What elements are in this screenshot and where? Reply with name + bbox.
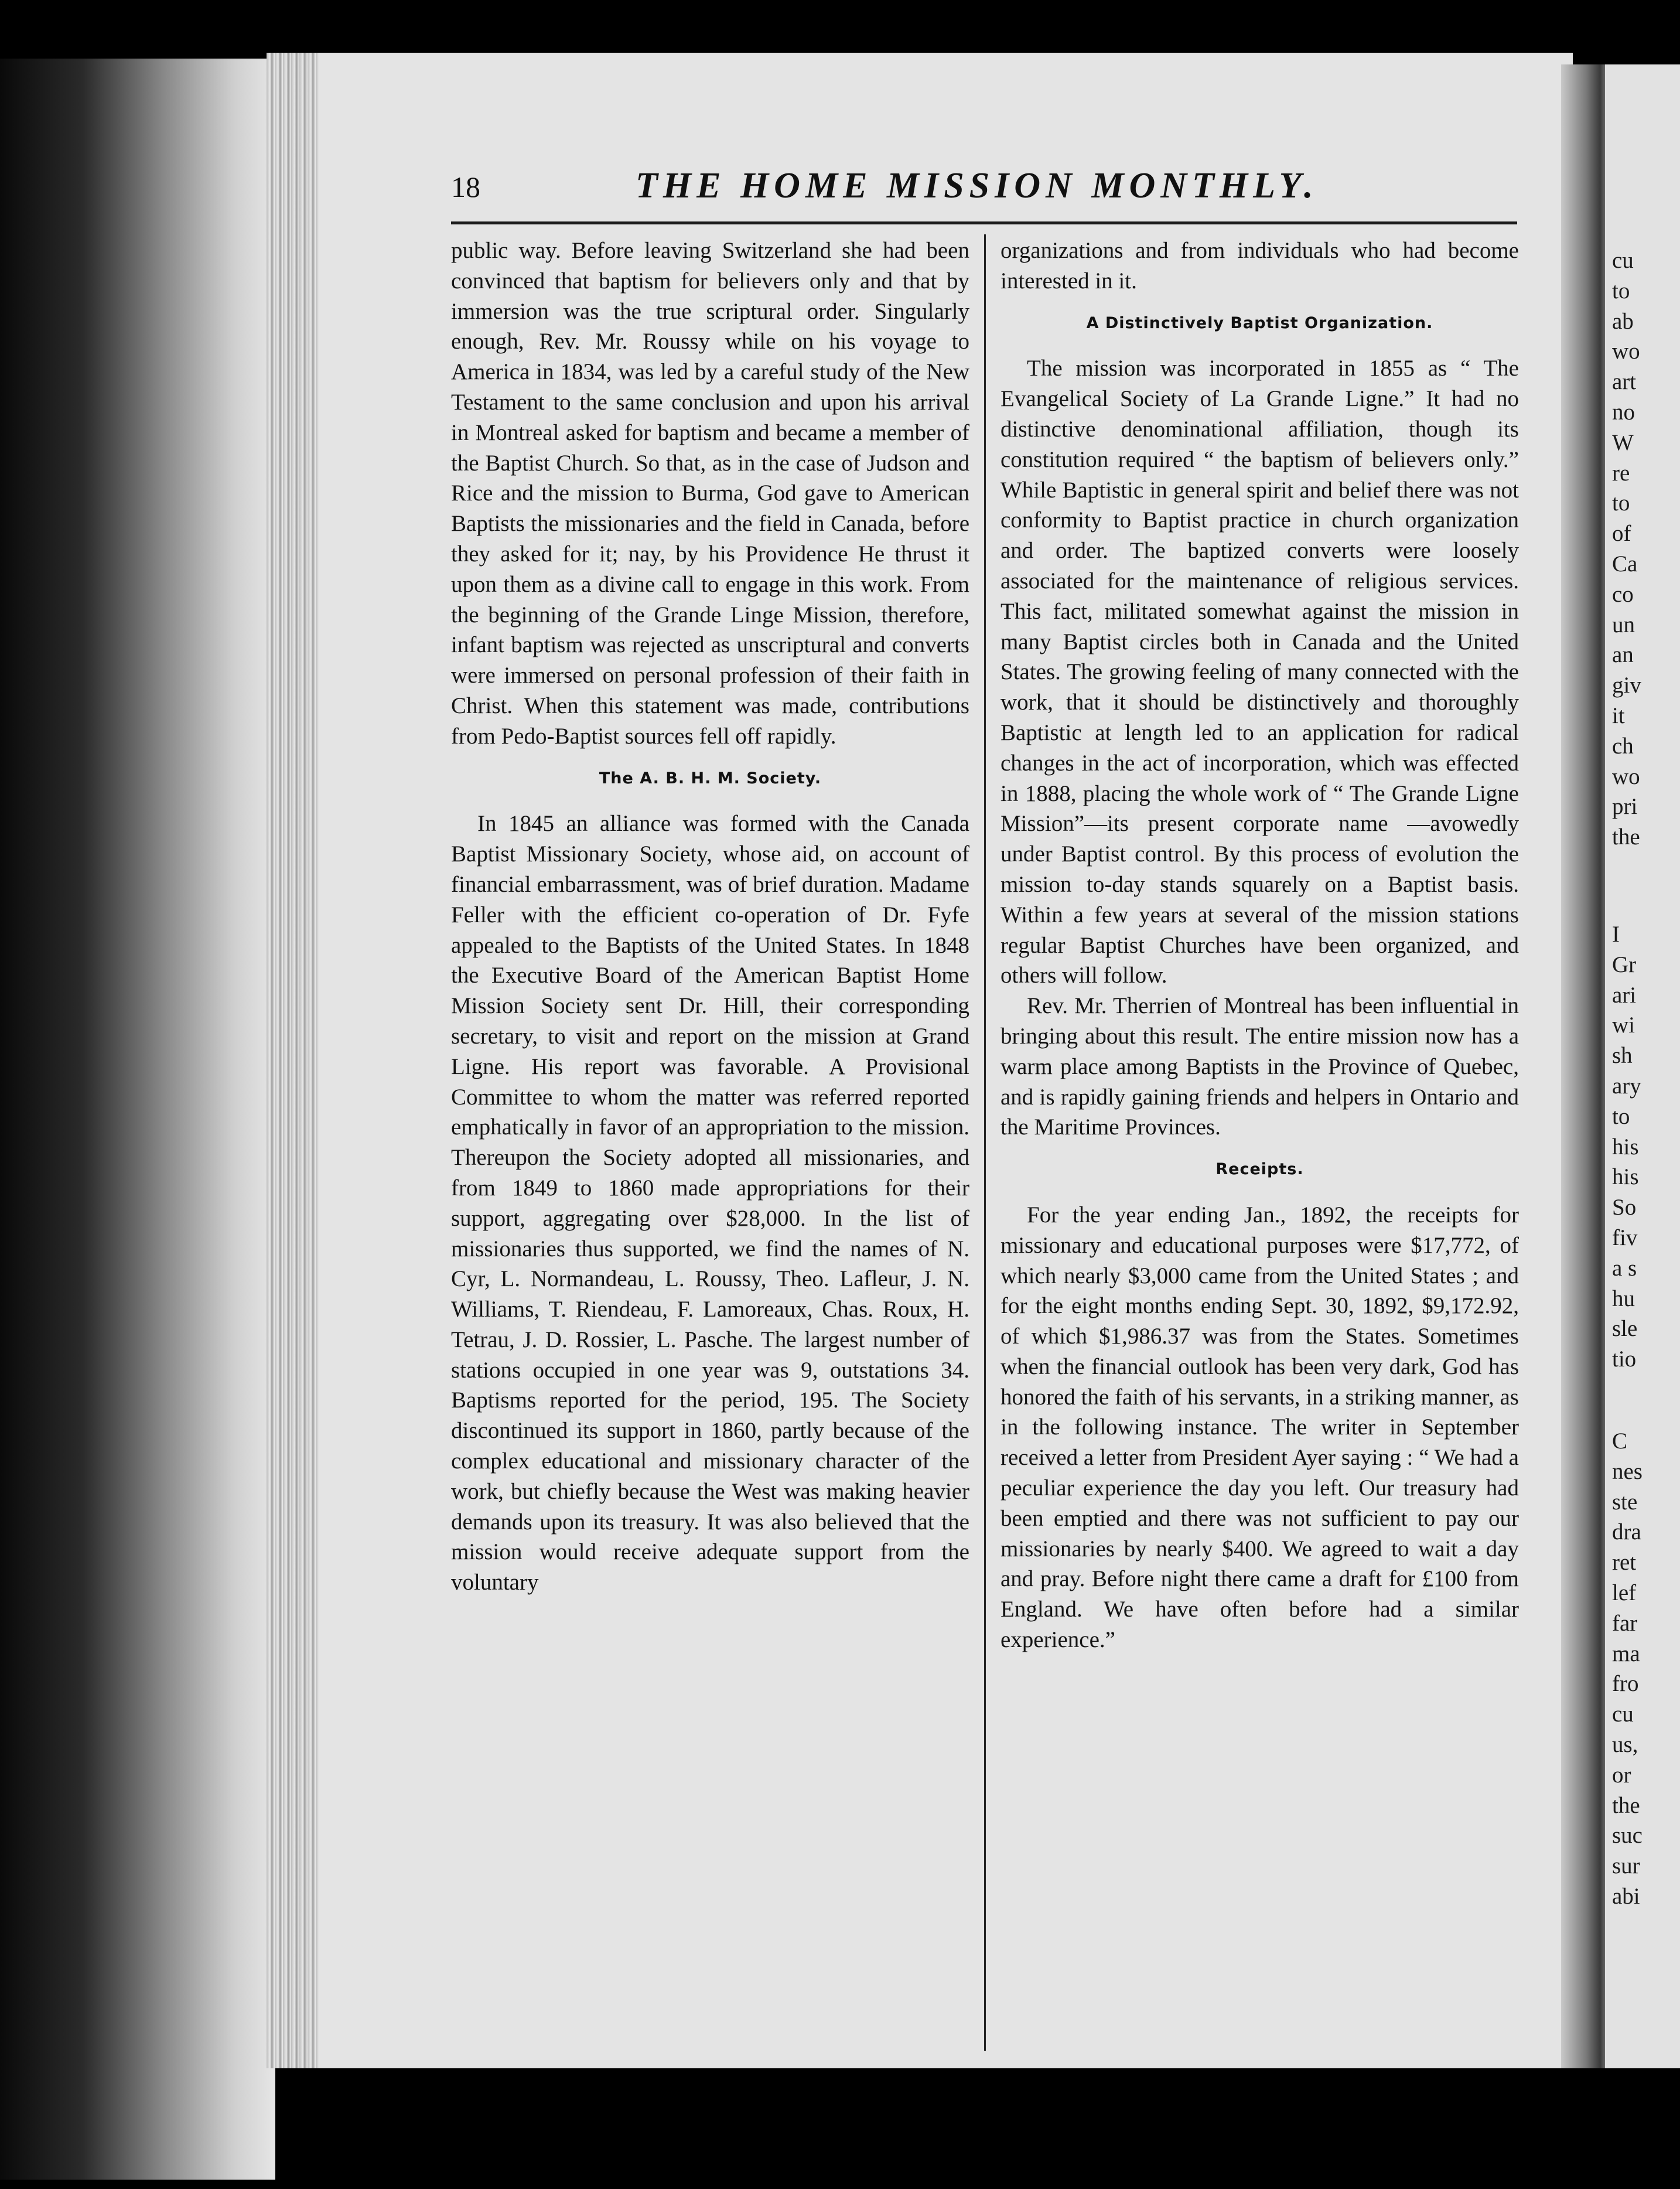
adjacent-page-fragment: ary xyxy=(1612,1073,1641,1099)
section-heading: A Distinctively Baptist Organization. xyxy=(1086,313,1433,332)
adjacent-page-edge xyxy=(1605,64,1680,2068)
paragraph: In 1845 an alliance was formed with the Canada Baptist Missionary Society, whose aid, on account of financial embarrassment, was of brief duration. Madame Feller with the efficient co-operation of Dr. Fyfe appealed to the Baptists of the United States. In 1848 the Executive Board of the American Baptist Home Mission Society sent Dr. Hill, their corresponding secretary, to visit and report on the mission at Grand Ligne. His report was favorable. A Provisional Committee to whom the matter was referred reported emphatically in favor of an appropriation to the mission. Thereupon the Society adopted all missionaries, and from 1849 to 1860 made appropriations for their support, aggregating over $28,000. In the list of missionaries thus supported, we find the names of N. Cyr, L. Normandeau, L. Roussy, Theo. Lafleur, J. N. Williams, T. Riendeau, F. Lamoreaux, Chas. Roux, H. Tetrau, J. D. Rossier, L. Pasche. The largest number of stations occupied in one year was 9, outstations 34. Baptisms reported for the period, 195. The Society discontinued its support in 1860, partly because of the complex educational and missionary character of the work, but chiefly because the West was making heavier demands upon its treasury. It was also believed that the mission would receive adequate support from the voluntary xyxy=(451,811,969,1595)
paragraph: organizations and from individuals who had become interested in it. xyxy=(1001,238,1519,294)
left-column xyxy=(451,236,969,1598)
adjacent-page-fragment: un xyxy=(1612,612,1635,637)
section-heading: Receipts. xyxy=(1215,1160,1304,1179)
adjacent-page-fragment: sle xyxy=(1612,1316,1638,1342)
adjacent-page-fragment: or xyxy=(1612,1762,1631,1788)
adjacent-page-fragment: abi xyxy=(1612,1884,1640,1909)
adjacent-page-fragment: an xyxy=(1612,642,1634,668)
adjacent-page-fragment: So xyxy=(1612,1195,1637,1220)
adjacent-page-fragment: I xyxy=(1612,922,1620,947)
adjacent-page-fragment: nes xyxy=(1612,1458,1643,1484)
adjacent-page-fragment: W xyxy=(1612,429,1634,455)
adjacent-page-fragment: to xyxy=(1612,1103,1630,1129)
adjacent-page-fragment: cu xyxy=(1612,1702,1634,1727)
adjacent-page-fragment: the xyxy=(1612,824,1640,850)
section-heading: The A. B. H. M. Society. xyxy=(599,769,822,787)
adjacent-page-fragment: a s xyxy=(1612,1255,1637,1281)
adjacent-page-fragment: re xyxy=(1612,460,1630,486)
adjacent-page-fragment: C xyxy=(1612,1428,1628,1454)
adjacent-page-fragment: fiv xyxy=(1612,1225,1638,1250)
adjacent-page-fragment: ari xyxy=(1612,982,1637,1008)
adjacent-page-fragment: the xyxy=(1612,1792,1640,1818)
adjacent-page-fragment: tio xyxy=(1612,1346,1637,1372)
paragraph: The mission was incorporated in 1855 as “ The Evangelical Society of La Grande Ligne.” It had no distinctive denominational affiliation, though its constitution required “ the baptism of believers only.” While Baptistic in general spirit and belief there was not conformity to Baptist practice in church organization and order. The baptized converts were loosely associated for the maintenance of religious services. This fact, militated somewhat against the mission in many Baptist circles both in Canada and the United States. The growing feeling of many connected with the work, that it should be distinctively and thoroughly Baptistic at length led to an application for radical changes in the act of incorporation, which was effected in 1888, placing the whole work of “ The Grande Ligne Mission”—its present corporate name —avowedly under Baptist control. By this process of evolution the mission to-day stands squarely on a Baptist basis. Within a few years at several of the mission stations regular Baptist Churches have been organized, and others will follow. xyxy=(1001,356,1519,988)
adjacent-page-fragment: lef xyxy=(1612,1580,1637,1605)
column-divider xyxy=(984,234,986,2051)
paragraph: Rev. Mr. Therrien of Montreal has been influential in bringing about this result. The entire mission now has a warm place among Baptists in the Province of Quebec, and is rapidly gaining friends and helpers in Ontario and the Maritime Provinces. xyxy=(1001,993,1519,1140)
adjacent-page-fragment: Gr xyxy=(1612,952,1637,977)
adjacent-page-fragment: ab xyxy=(1612,308,1634,334)
adjacent-page-fragment: sh xyxy=(1612,1043,1633,1069)
adjacent-page-fragment: suc xyxy=(1612,1823,1643,1849)
adjacent-page-fragment: Ca xyxy=(1612,551,1638,577)
adjacent-page-fragment: his xyxy=(1612,1164,1639,1190)
adjacent-page-fragment: no xyxy=(1612,400,1635,425)
adjacent-page-fragment: co xyxy=(1612,581,1634,607)
adjacent-page-fragment: ch xyxy=(1612,733,1634,759)
adjacent-page-fragment: wo xyxy=(1612,339,1640,364)
adjacent-page-fragment: ma xyxy=(1612,1641,1640,1666)
adjacent-page-fragment: to xyxy=(1612,490,1630,516)
paragraph: For the year ending Jan., 1892, the receipts for missionary and educational purposes were $17,772, of which nearly $3,000 came from the United States ; and for the eight months ending Sept. 30, 1892, $9,172.92, of which $1,986.37 was from the States. Sometimes when the financial outlook has been very dark, God has honored the faith of his servants, in a striking manner, as in the following instance. The writer in September received a letter from President Ayer saying : “ We had a peculiar experience the day you left. Our treasury had been emptied and there was not sufficient to pay our missionaries by nearly $400. We agreed to wait a day and pray. Before night there came a draft for £100 from England. We have often before had a similar experience.” xyxy=(1001,1202,1519,1653)
adjacent-page-fragment: pri xyxy=(1612,794,1638,820)
adjacent-page-fragment: his xyxy=(1612,1134,1639,1160)
adjacent-page-fragment: wi xyxy=(1612,1012,1635,1038)
page-number: 18 xyxy=(451,171,480,203)
adjacent-page-fragment: ste xyxy=(1612,1489,1638,1515)
adjacent-page-fragment: us, xyxy=(1612,1732,1638,1757)
adjacent-page-fragment: it xyxy=(1612,703,1625,728)
adjacent-page-fragment: fro xyxy=(1612,1671,1639,1697)
adjacent-page-fragment: hu xyxy=(1612,1286,1635,1311)
adjacent-page-fragment: giv xyxy=(1612,673,1641,698)
adjacent-page-fragment: wo xyxy=(1612,763,1640,789)
header-rule xyxy=(451,221,1517,224)
paragraph: public way. Before leaving Switzerland she had been convinced that baptism for believers only and that by immersion was the true scriptural order. Singularly enough, Rev. Mr. Roussy while on his voyage to America in 1834, was led by a careful study of the New Testament to the same conclusion and upon his arrival in Montreal asked for baptism and became a member of the Baptist Church. So that, as in the case of Judson and Rice and the mission to Burma, God gave to American Baptists the missionaries and the field in Canada, before they asked for it; nay, by his Providence He thrust it upon them as a divine call to engage in this work. From the beginning of the Grande Linge Mission, therefore, infant baptism was rejected as unscriptural and converts were immersed on personal profession of their faith in Christ. When this statement was made, contributions from Pedo-Baptist sources fell off rapidly. xyxy=(451,238,969,749)
adjacent-page-fragment: dra xyxy=(1612,1519,1641,1545)
adjacent-page-fragment: ret xyxy=(1612,1550,1637,1576)
adjacent-page-fragment: sur xyxy=(1612,1853,1640,1879)
adjacent-page-fragment: of xyxy=(1612,521,1631,547)
adjacent-page-fragment: to xyxy=(1612,278,1630,304)
adjacent-page-fragment: cu xyxy=(1612,248,1634,273)
magazine-title: THE HOME MISSION MONTHLY. xyxy=(636,166,1319,206)
adjacent-page-fragment: art xyxy=(1612,369,1637,395)
left-binding-shadow xyxy=(0,59,275,2180)
adjacent-page-fragment: far xyxy=(1612,1610,1638,1636)
right-column xyxy=(1001,236,1519,1655)
